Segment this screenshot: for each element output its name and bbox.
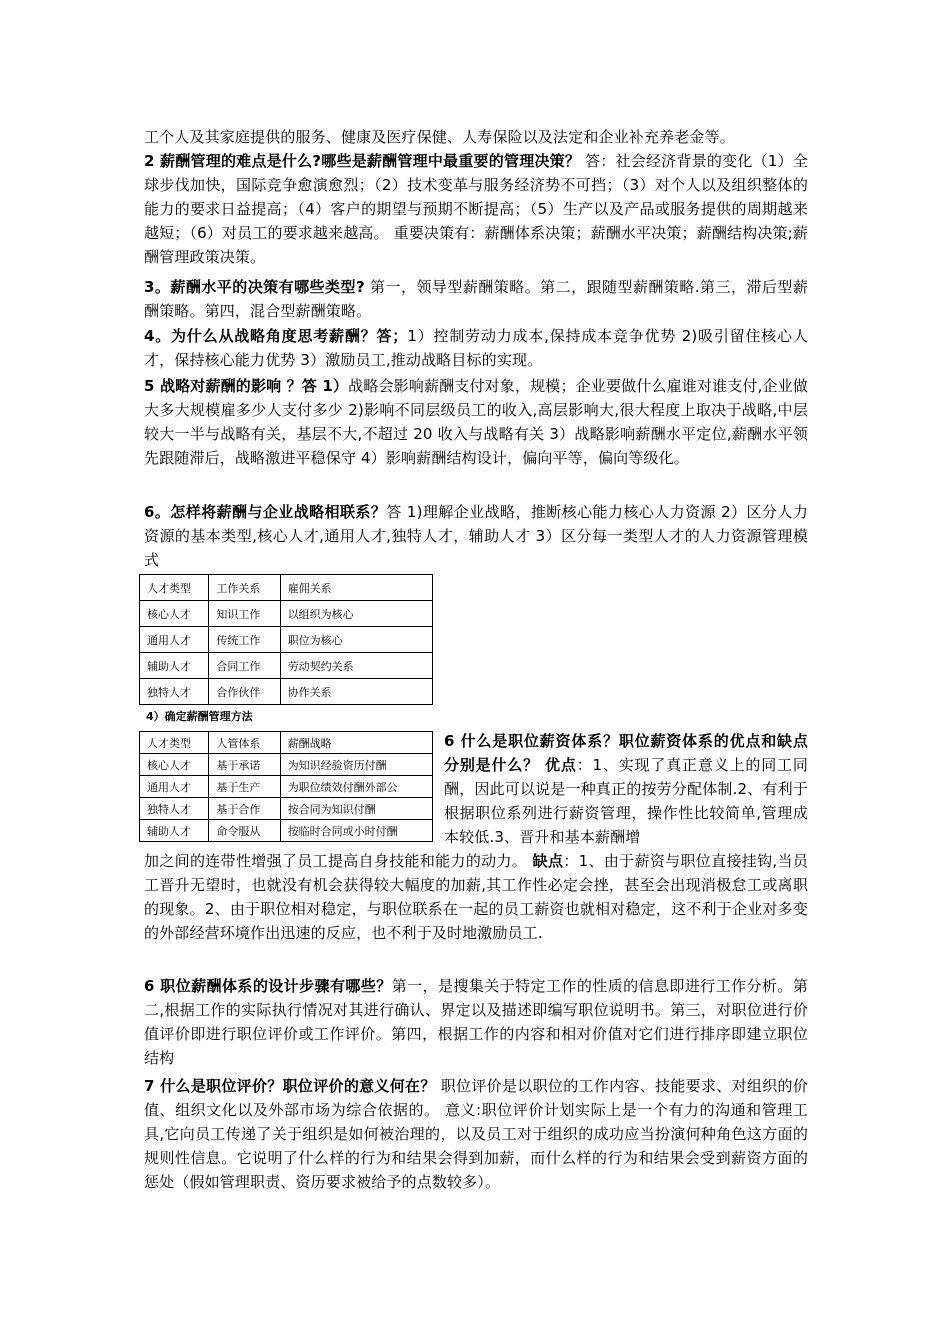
paragraph-q5 xyxy=(144,374,808,470)
table-cell: 基于合作 xyxy=(209,798,280,820)
table-cell: 劳动契约关系 xyxy=(280,653,432,679)
paragraph-q3 xyxy=(144,275,808,323)
table-header-cell: 人才类型 xyxy=(140,575,209,601)
table-cell: 按合同为知识付酬 xyxy=(280,798,432,820)
table-row xyxy=(140,601,433,627)
paragraph-job-pay-system xyxy=(444,729,808,849)
paragraph-intro xyxy=(144,125,808,149)
question-heading: 2 薪酬管理的难点是什么?哪些是薪酬管理中最重要的管理决策？ xyxy=(144,152,581,170)
table-cell: 基于承诺 xyxy=(209,754,280,776)
compensation-method-table xyxy=(139,731,433,842)
table-cell: 基于生产 xyxy=(209,776,280,798)
table-cell: 合作伙伴 xyxy=(209,679,280,705)
question-heading: 4。为什么从战略角度思考薪酬？答； xyxy=(144,327,408,345)
answer-text: ：1、实现了真正意义上的同工同酬，因此可以说是一种真正的按劳分配体制.2、有利于根据职位系列进行薪资管理，操作性比较简单,管理成本较低.3、晋升和基本薪酬增 xyxy=(444,756,808,846)
paragraph-text: 工个人及其家庭提供的服务、健康及医疗保健、人寿保险以及法定和企业补充养老金等。 xyxy=(144,128,735,146)
table-header-cell: 人管体系 xyxy=(209,732,280,754)
answer-text: 第一，领导型薪酬策略。第二，跟随型薪酬策略.第三，滞后型薪酬策略。第四，混合型薪酬策略。 xyxy=(144,278,808,320)
answer-text: 第一，是搜集关于特定工作的性质的信息即进行工作分析。第二,根据工作的实际执行情况对其进行确认、界定以及描述即编写职位说明书。第三，对职位进行价值评价即进行职位评价或工作评价。第四，根据工作的内容和相对价值对它们进行排序即建立职位结构 xyxy=(144,977,808,1067)
table-cell: 知识工作 xyxy=(209,601,280,627)
table-cell: 独特人才 xyxy=(140,679,209,705)
answer-text: 加之间的连带性增强了员工提高自身技能和能力的动力。 xyxy=(144,852,528,870)
question-heading: 6 职位薪酬体系的设计步骤有哪些？ xyxy=(144,977,392,995)
answer-text: 战略会影响薪酬支付对象，规模；企业要做什么雇谁对谁支付,企业做大多大规模雇多少人支付多少 2)影响不同层级员工的收入,高层影响大,很大程度上取决于战略,中层较大一半与战略有关，基层不大,不超过 20 收入与战略有关 3）战略影响薪酬水平定位,薪酬水平领先跟随滞后，战略激进平稳保守 4）影响薪酬结构设计，偏向平等，偏向等级化。 xyxy=(144,377,808,467)
answer-text: 职位评价是以职位的工作内容、技能要求、对组织的价值、组织文化以及外部市场为综合依据的。 意义:职位评价计划实际上是一个有力的沟通和管理工具,它向员工传递了关于组织是如何被治理的，以及员工对于组织的成功应当扮演何种角色这方面的规则性信息。它说明了什么样的行为和结果会得到加薪，而什么样的行为和结果会受到薪资方面的惩处（假如管理职责、资历要求被给予的点数较多）。 xyxy=(144,1077,808,1191)
table-header-row xyxy=(140,732,433,754)
table-cell: 通用人才 xyxy=(140,627,209,653)
paragraph-job-evaluation xyxy=(144,1074,808,1194)
table-row xyxy=(140,679,433,705)
paragraph-job-pay-system-cont xyxy=(144,849,808,945)
table-row xyxy=(140,798,433,820)
table-cell: 合同工作 xyxy=(209,653,280,679)
answer-text: ：1、由于薪资与职位直接挂钩,当员工晋升无望时，也就没有机会获得较大幅度的加薪,其工作性必定会挫，甚至会出现消极怠工或离职的现象。2、由于职位相对稳定，与职位联系在一起的员工薪资也就相对稳定，这不利于企业对多变的外部经营环境作出迅速的反应，也不利于及时地激励员工. xyxy=(144,852,808,942)
table-cell: 以组织为核心 xyxy=(280,601,432,627)
question-heading: 7 什么是职位评价？职位评价的意义何在？ xyxy=(144,1077,436,1095)
paragraph-q6 xyxy=(144,500,808,572)
answer-text: 1）控制劳动力成本,保持成本竞争优势 2)吸引留住核心人才，保持核心能力优势 3）激励员工,推动战略目标的实现。 xyxy=(144,327,808,369)
paragraph-design-steps xyxy=(144,974,808,1070)
table-header-row xyxy=(140,575,433,601)
table-row xyxy=(140,820,433,842)
advantages-label: 优点 xyxy=(538,756,577,774)
table-row xyxy=(140,754,433,776)
question-heading: 6。怎样将薪酬与企业战略相联系？ xyxy=(144,503,387,521)
table-cell: 辅助人才 xyxy=(140,653,209,679)
talent-relationship-table xyxy=(139,574,433,705)
table-caption: 4）确定薪酬管理方法 xyxy=(146,710,253,723)
table-cell: 命令服从 xyxy=(209,820,280,842)
table-row xyxy=(140,627,433,653)
table-header-cell: 工作关系 xyxy=(209,575,280,601)
table-cell: 辅助人才 xyxy=(140,820,209,842)
table-row xyxy=(140,653,433,679)
table-cell: 为职位绩效付酬外部公 xyxy=(280,776,432,798)
table-header-cell: 薪酬战略 xyxy=(280,732,432,754)
table-cell: 核心人才 xyxy=(140,754,209,776)
table-cell: 核心人才 xyxy=(140,601,209,627)
table-cell: 职位为核心 xyxy=(280,627,432,653)
paragraph-q4 xyxy=(144,324,808,372)
disadvantages-label: 缺点 xyxy=(527,852,564,870)
table-cell: 传统工作 xyxy=(209,627,280,653)
answer-text: 答：社会经济背景的变化（1）全球步伐加快，国际竞争愈演愈烈；（2）技术变革与服务经济势不可挡；（3）对个人以及组织整体的能力的要求日益提高；（4）客户的期望与预期不断提高；（5）生产以及产品或服务提供的周期越来越短；（6）对员工的要求越来越高。 重要决策有：薪酬体系决策；薪酬水平决策；薪酬结构决策;薪酬管理政策决策。 xyxy=(144,152,808,266)
table-cell: 按临时合同或小时付酬 xyxy=(280,820,432,842)
question-heading: 5 战略对薪酬的影响 ？答 1） xyxy=(144,377,349,395)
table-cell: 通用人才 xyxy=(140,776,209,798)
table-header-cell: 雇佣关系 xyxy=(280,575,432,601)
table-row xyxy=(140,776,433,798)
table-cell: 独特人才 xyxy=(140,798,209,820)
answer-text: 答 1)理解企业战略，推断核心能力核心人力资源 2）区分人力资源的基本类型,核心人才,通用人才,独特人才，辅助人才 3）区分每一类型人才的人力资源管理模式 xyxy=(144,503,808,569)
table-cell: 协作关系 xyxy=(280,679,432,705)
table-header-cell: 人才类型 xyxy=(140,732,209,754)
table-cell: 为知识经验资历付酬 xyxy=(280,754,432,776)
question-heading: 3。薪酬水平的决策有哪些类型? xyxy=(144,278,365,296)
paragraph-q2 xyxy=(144,149,808,269)
question-heading: 6 什么是职位薪资体系？职位薪资体系的优点和缺点分别是什么？ xyxy=(444,732,808,774)
